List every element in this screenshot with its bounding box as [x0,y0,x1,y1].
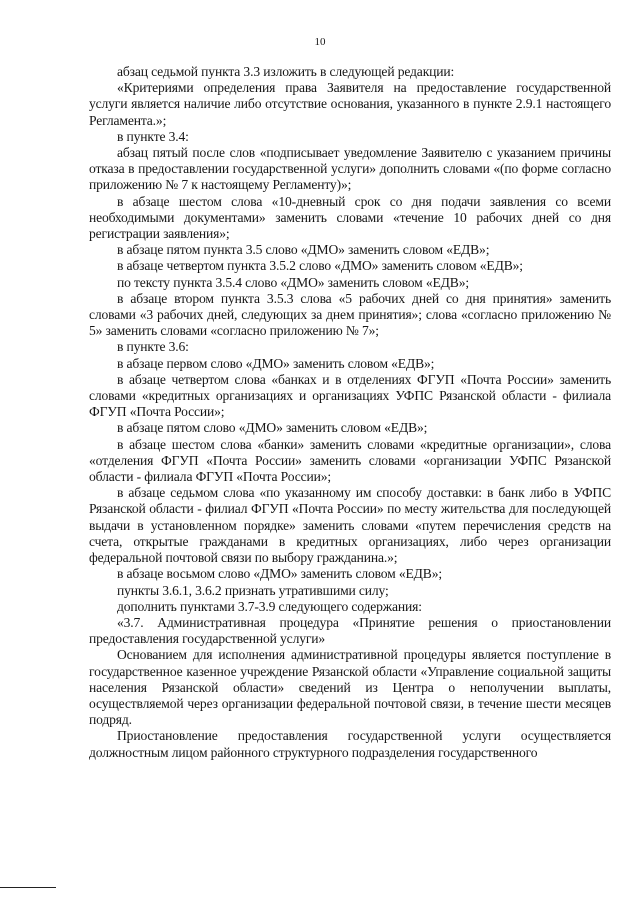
paragraph: в абзаце седьмом слова «по указанному им способу доставки: в банк либо в УФПС Рязанской области - филиал ФГУП «Почта России» по месту жительства для последующей выдачи в установленном порядке» заменить словами «путем перечисления средств на счета, открытые гражданами в кредитных организациях, либо через организации федеральной почтовой связи по выбору гражданина.»; [89,485,611,566]
paragraph: пункты 3.6.1, 3.6.2 признать утратившими силу; [117,582,389,598]
paragraph: Основанием для исполнения административной процедуры является поступление в государственное казенное учреждение Рязанской области «Управление социальной защиты населения Рязанской области» сведений из Центра о неполучении выплаты, осуществляемой через организации федеральной почтовой связи, в течение шести месяцев подряд. [89,647,611,728]
footnote-divider [0,887,56,888]
paragraph: в абзаце первом слово «ДМО» заменить словом «ЕДВ»; [117,355,435,371]
paragraph: в абзаце пятом слово «ДМО» заменить словом «ЕДВ»; [117,420,428,436]
paragraph: в абзаце четвертом слова «банках и в отделениях ФГУП «Почта России» заменить словами «кредитных организациях и организациях УФПС Рязанской области - филиала ФГУП «Почта России»; [89,371,611,420]
paragraph: в абзаце пятом пункта 3.5 слово «ДМО» заменить словом «ЕДВ»; [117,242,490,258]
section-heading: «3.7. Административная процедура «Принятие решения о приостановлении предоставления государственной услуги» [89,614,611,647]
paragraph: «Критериями определения права Заявителя на предоставление государственной услуги является наличие либо отсутствие основания, указанного в пункте 2.9.1 настоящего Регламента.»; [89,80,611,128]
paragraph: Приостановление предоставления государственной услуги осуществляется должностным лицом районного структурного подразделения государственного [89,728,611,760]
paragraph: абзац седьмой пункта 3.3 изложить в следующей редакции: [117,64,455,79]
document-body [89,64,611,761]
paragraph: по тексту пункта 3.5.4 слово «ДМО» заменить словом «ЕДВ»; [117,274,469,290]
paragraph: в абзаце восьмом слово «ДМО» заменить словом «ЕДВ»; [117,566,442,582]
paragraph: в пункте 3.6: [117,339,189,355]
paragraph: дополнить пунктами 3.7-3.9 следующего содержания: [117,598,422,614]
paragraph: в пункте 3.4: [117,128,189,144]
paragraph: абзац пятый после слов «подписывает уведомление Заявителю с указанием причины отказа в предоставлении государственной услуги» дополнить словами «(по форме согласно приложению № 7 к настоящему Регламенту)»; [89,145,611,193]
paragraph: в абзаце шестом слова «10-дневный срок со дня подачи заявления со всеми необходимыми документами» заменить словами «течение 10 рабочих дней со дня регистрации заявления»; [89,193,611,242]
paragraph: в абзаце шестом слова «банки» заменить словами «кредитные организации», слова «отделения ФГУП «Почта России» заменить словами «организации УФПС Рязанской области - филиала ФГУП «Почта России»; [89,436,611,485]
page-number: 10 [314,36,326,48]
paragraph: в абзаце четвертом пункта 3.5.2 слово «ДМО» заменить словом «ЕДВ»; [117,258,523,274]
paragraph: в абзаце втором пункта 3.5.3 слова «5 рабочих дней со дня принятия» заменить словами «3 рабочих дней, следующих за днем принятия»; слова «согласно приложению № 5» заменить словами «согласно приложению № 7»; [89,290,611,339]
